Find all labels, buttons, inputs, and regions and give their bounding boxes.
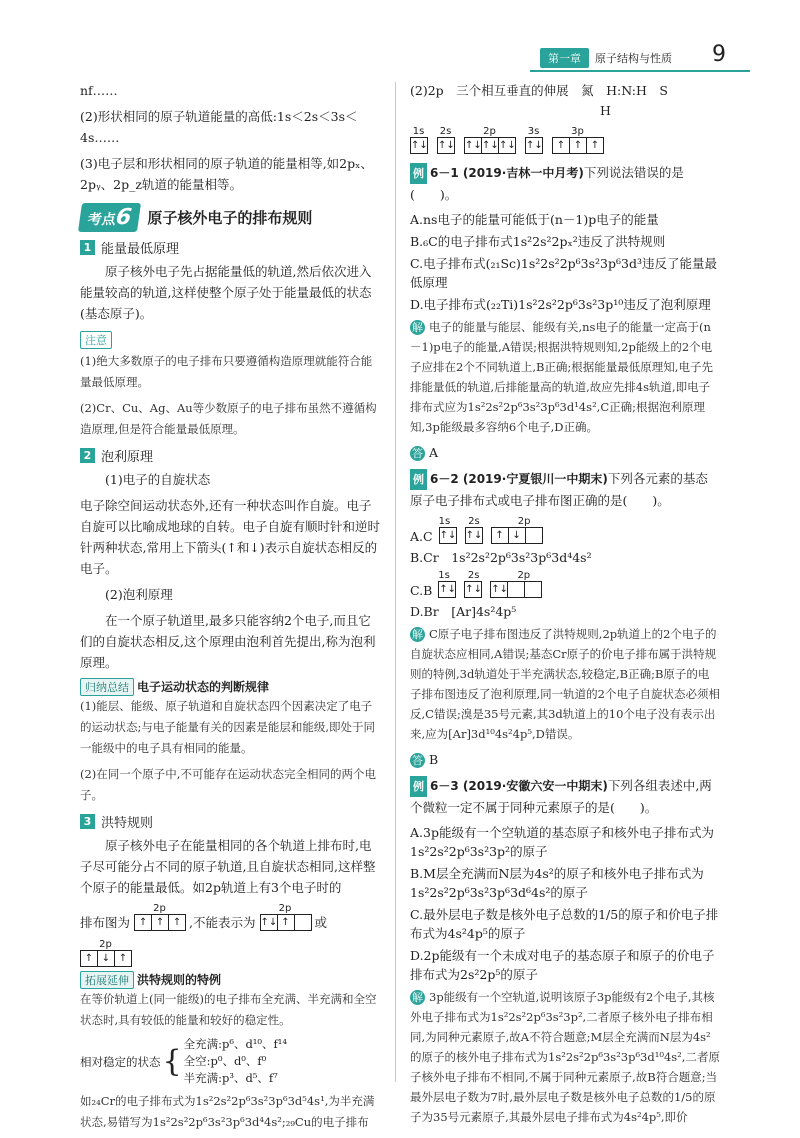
note-text: (2)在同一个原子中,不可能存在运动状态完全相同的两个电子。 xyxy=(80,767,376,802)
paragraph: (2)泡利原理 xyxy=(105,587,173,602)
left-column xyxy=(80,80,380,1138)
text-line: (3)电子层和形状相同的原子轨道的能量相等,如2pₓ、2pᵧ、2p_z轨道的能量相等。 xyxy=(80,156,373,192)
answer: 答 B xyxy=(412,752,439,767)
option: C.B 1s 2s 2p ↑↓ ↑↓ ↑↓ xyxy=(410,570,720,598)
summary-heading: 归纳总结 电子运动状态的判断规律 xyxy=(80,678,380,696)
note-text: 如₂₄Cr的电子排布式为1s²2s²2p⁶3s²3p⁶3d⁵4s¹,为半充满状态,易错写为1s²2s²2p⁶3s²3p⁶3d⁴4s²;₂₉Cu的电子排布 xyxy=(80,1094,375,1129)
answer: 答 A xyxy=(412,445,439,460)
kaodian-title: 原子核外电子的排布规则 xyxy=(147,209,313,227)
kaodian-badge: 考点6 xyxy=(78,203,141,232)
option: C.电子排布式(₂₁Sc)1s²2s²2p⁶3s²3p⁶3d³违反了能量最低原理 xyxy=(410,256,717,290)
example-question: 例 6－3 (2019·安徽六安一中期末)下列各组表述中,两个微粒一定不属于同种元素原子的是( )。 xyxy=(410,778,712,815)
paragraph: 原子核外电子在能量相同的各个轨道上排布时,电子尽可能分占不同的原子轨道,且自旋状态相同,这样整个原子的能量最低。如2p轨道上有3个电子时的 xyxy=(80,838,376,895)
solution: 解 电子的能量与能层、能级有关,ns电子的能量一定高于(n－1)p电子的能量,A错误;根据洪特规则知,2p能级上的2个电子应排在2个不同轨道上,B正确;根据能量最低原理知,电子先排能量低的轨道,后排能量高的轨道,故应先排4s轨道,即电子排布式应为1s²2s²2p⁶3s²3p⁶3d¹4s²,C正确;根据泡利原理知,3p能级最多容纳6个电子,D正确。 xyxy=(410,320,713,434)
solution: 解 C原子电子排布图违反了洪特规则,2p轨道上的2个电子的自旋状态应相同,A错误;基态Cr原子的价电子排布属于洪特规则的特例,3d轨道处于半充满状态,较稳定,B正确;B原子的电子排布图违反了泡利原理,同一轨道的2个电子自旋状态必须相反,C错误;溴是35号元素,其3d轨道上的10个电子没有表示出来,应为[Ar]3d¹⁰4s²4p⁵,D错误。 xyxy=(410,627,720,741)
note-text: 在等价轨道上(同一能级)的电子排布全充满、半充满和全空状态时,具有较低的能量和较好的稳定性。 xyxy=(80,992,377,1027)
option: B.M层全充满而N层为4s²的原子和核外电子排布式为1s²2s²2p⁶3s²3p⁶3d⁶4s²的原子 xyxy=(410,866,704,900)
option: B.Cr 1s²2s²2p⁶3s²3p⁶3d⁴4s² xyxy=(410,550,592,565)
paragraph: 在一个原子轨道里,最多只能容纳2个电子,而且它们的自旋状态相反,这个原理由泡利首先提出,称为泡利原理。 xyxy=(80,613,376,670)
note-text: (2)Cr、Cu、Ag、Au等少数原子的电子排布虽然不遵循构造原理,但是符合能量最低原理。 xyxy=(80,401,377,436)
paragraph: 电子除空间运动状态外,还有一种状态叫作自旋。电子自旋可以比喻成地球的自转。电子自旋有顺时针和逆时针两种状态,常用上下箭头(↑和↓)表示自旋状态相反的电子。 xyxy=(80,498,381,576)
section-heading: 2 泡利原理 xyxy=(80,446,380,465)
paragraph: (1)电子的自旋状态 xyxy=(105,472,211,487)
orbital-row: 排布图为 2p ↑ ↑ ↑ ,不能表示为 2p ↑↓ ↑ 或 xyxy=(80,903,328,930)
paragraph: 原子核外电子先占据能量低的轨道,然后依次进入能量较高的轨道,这样使整个原子处于能量最低的状态(基态原子)。 xyxy=(80,264,372,321)
option: D.2p能级有一个未成对电子的基态原子和原子的价电子排布式为2s²2p⁵的原子 xyxy=(410,948,715,982)
option: D.Br [Ar]4s²4p⁵ xyxy=(410,604,517,619)
stable-states: 相对稳定的状态 { 全充满:p⁶、d¹⁰、f¹⁴ 全空:p⁰、d⁰、f⁰ 半充满:p³、d⁵、f⁷ xyxy=(80,1037,287,1085)
option: D.电子排布式(₂₂Ti)1s²2s²2p⁶3s²3p¹⁰违反了泡利原理 xyxy=(410,297,711,312)
note-text: (1)绝大多数原子的电子排布只要遵循构造原理就能符合能量最低原理。 xyxy=(80,354,373,389)
header-rule xyxy=(530,70,750,72)
note-tag: 注意 xyxy=(80,331,112,349)
example-question: 例 6－1 (2019·吉林一中月考)下列说法错误的是( )。 xyxy=(410,165,684,202)
extension-heading: 拓展延伸 洪特规则的特例 xyxy=(80,971,380,989)
orbital-diagram-n: 1s ↑↓ 2s ↑↓ 2p ↑↓ ↑↓ ↑↓ 3s ↑↓ 3p ↑ ↑ ↑ xyxy=(410,126,720,154)
text-line: (2)形状相同的原子轨道能量的高低:1s＜2s＜3s＜4s…… xyxy=(80,109,358,145)
option: C.最外层电子数是核外电子总数的1/5的原子和价电子排布式为4s²4p⁵的原子 xyxy=(410,907,719,941)
right-column xyxy=(410,80,720,1132)
example-question: 例 6－2 (2019·宁夏银川一中期末)下列各元素的基态原子电子排布式或电子排布图正确的是( )。 xyxy=(410,471,708,508)
option: A.C 1s 2s 2p ↑↓ ↑↓ ↑ ↓ xyxy=(410,516,720,544)
section-heading: 3 洪特规则 xyxy=(80,812,380,831)
kaodian-heading xyxy=(80,203,380,232)
text-line: (2)2p 三个相互垂直的伸展 氮 H:N:H S xyxy=(410,83,668,98)
chapter-name: 原子结构与性质 xyxy=(595,52,672,65)
orbital-diagram: 2p ↑ ↓ ↑ xyxy=(80,939,131,967)
page-header xyxy=(540,48,672,68)
option: B.₆C的电子排布式1s²2s²2pₓ²违反了洪特规则 xyxy=(410,234,666,249)
option: A.3p能级有一个空轨道的基态原子和核外电子排布式为1s²2s²2p⁶3s²3p²的原子 xyxy=(410,825,714,859)
solution: 解 3p能级有一个空轨道,说明该原子3p能级有2个电子,其核外电子排布式为1s²2s²2p⁶3s²3p²,二者原子核外电子排布相同,为同种元素原子,故A不符合题意;M层全充满而N层为4s²的原子的核外电子排布式为1s²2s²2p⁶3s²3p⁶3d¹⁰4s²,二者原子核外电子排布不相同,不属于同种元素原子,故B符合题意;当最外层电子数为7时,最外层电子数是核外电子总数的1/5的原子为35号元素原子,其最外层电子排布式为4s²4p⁵,即价 xyxy=(410,990,720,1124)
text-line: H xyxy=(600,103,611,118)
text-line: nf…… xyxy=(80,83,118,98)
column-divider xyxy=(395,82,396,1082)
note-text: (1)能层、能级、原子轨道和自旋状态四个因素决定了电子的运动状态;与电子能量有关的因素是能层和能级,即处于同一能级中的电子具有相同的能量。 xyxy=(80,699,376,755)
section-heading: 1 能量最低原理 xyxy=(80,238,380,257)
page-number: 9 xyxy=(712,42,726,67)
option: A.ns电子的能量可能低于(n－1)p电子的能量 xyxy=(410,212,659,227)
chapter-badge: 第一章 xyxy=(540,48,589,68)
